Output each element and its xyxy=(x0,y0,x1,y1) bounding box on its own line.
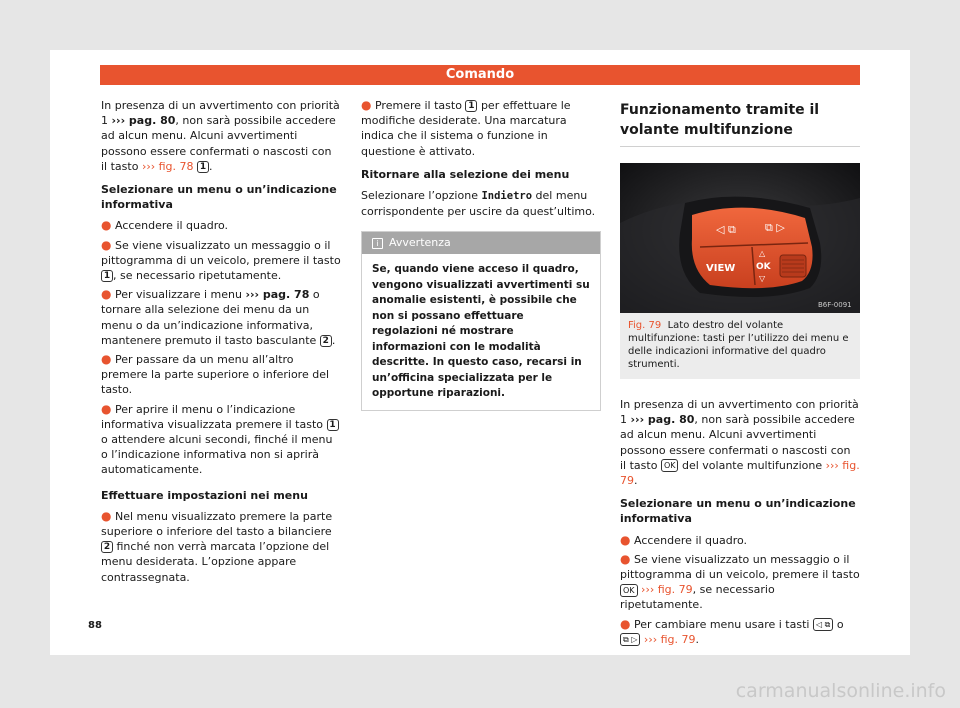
bullet-item: ● Per visualizzare i menu ››› pag. 78 o tornare alla selezione dei menu da un menu o da un’indicazione informativa, mantenere premuto il tasto basculante 2 . xyxy=(101,287,336,347)
figure-caption: Fig. 79 Lato destro del volante multifunzione: tasti per l’utilizzo dei menu e delle indicazioni informative del quadro strumenti. xyxy=(620,313,860,379)
fig-ref-link[interactable]: ››› fig. 78 xyxy=(141,159,194,173)
subheading-select-menu: Selezionare un menu o un’indicazione informativa xyxy=(620,497,856,526)
page-ref-link[interactable]: ››› pag. 80 xyxy=(111,114,176,128)
callout-1: 1 xyxy=(327,419,339,431)
bullet-item: ● Se viene visualizzato un messaggio o il pittogramma di un veicolo, premere il tasto OK ››› fig. 79, se necessario ripetutamente. xyxy=(620,551,860,612)
next-menu-icon: ⧉ ▷ xyxy=(620,633,640,646)
bullet-icon: ● xyxy=(620,532,631,547)
subheading-settings: Effettuare impostazioni nei menu xyxy=(101,488,308,502)
bullet-item: ● Per cambiare menu usare i tasti ◁ ⧉ o ⧉ ▷ ››› fig. 79. xyxy=(620,616,844,646)
warning-body: Se, quando viene acceso il quadro, vengono visualizzati avvertimenti su anomalie esistenti, è possibile che non si possano effettuare regolazioni né mostrare informazioni con le modalità descritte. In questo caso, recarsi in un’officina specializzata per le opportune riparazioni. xyxy=(372,263,590,400)
paragraph-return: Selezionare l’opzione Indietro del menu corrispondente per uscire da quest’ultimo. xyxy=(361,189,596,219)
steering-wheel-illustration xyxy=(620,163,860,313)
figure-label: Fig. 79 xyxy=(628,320,662,331)
paragraph-priority: In presenza di un avvertimento con priorità 1 ››› pag. 80, non sarà possibile accedere ad alcun menu. Alcuni avvertimenti possono essere confermati o nascosti con il tasto OK del volante multifunzione ››› fig. 79. xyxy=(620,398,860,488)
figure-code: B6F-0091 xyxy=(818,301,852,309)
ok-button-label: OK xyxy=(756,262,771,272)
fig-ref-link[interactable]: ››› fig. 79 xyxy=(643,632,696,646)
warning-header: i Avvertenza xyxy=(362,232,600,254)
subheading-return: Ritornare alla selezione dei menu xyxy=(361,167,570,181)
column-3 xyxy=(620,98,860,651)
section-title: Funzionamento tramite il volante multifunzione xyxy=(620,100,860,147)
bullet-icon: ● xyxy=(361,98,372,112)
ok-button-icon: OK xyxy=(620,584,638,597)
view-button-label: VIEW xyxy=(706,263,736,274)
bullet-icon: ● xyxy=(101,352,112,367)
bullet-icon: ● xyxy=(620,551,631,566)
bullet-icon: ● xyxy=(620,616,631,631)
bullet-icon: ● xyxy=(101,218,112,233)
next-menu-icon: ⧉ ▷ xyxy=(765,221,785,234)
ok-button-icon: OK xyxy=(661,459,679,472)
callout-2: 2 xyxy=(320,335,332,347)
bullet-icon: ● xyxy=(101,287,112,302)
down-arrow-icon: ▽ xyxy=(759,274,766,283)
warning-box xyxy=(361,231,601,411)
fig-ref-link[interactable]: ››› fig. 79 xyxy=(620,458,860,488)
subheading-select-menu: Selezionare un menu o un’indicazione informativa xyxy=(101,183,337,212)
fig-ref-link[interactable]: ››› fig. 79 xyxy=(641,583,693,597)
page-ref-link[interactable]: ››› pag. 78 xyxy=(245,288,310,302)
bullet-icon: ● xyxy=(101,508,112,523)
menu-option-text: Indietro xyxy=(481,190,533,203)
up-arrow-icon: △ xyxy=(759,249,766,258)
bullet-item: ● Se viene visualizzato un messaggio o il pittogramma di un veicolo, premere il tasto 1 , se necessario ripetutamente. xyxy=(101,237,341,283)
bullet-item: ● Accendere il quadro. xyxy=(101,218,229,233)
paragraph-priority: In presenza di un avvertimento con priorità 1 ››› pag. 80, non sarà possibile accedere ad alcun menu. Alcuni avvertimenti possono essere confermati o nascosti con il tasto ››› fig. 78 1 . xyxy=(101,99,340,173)
bullet-icon: ● xyxy=(101,237,112,252)
watermark: carmanualsonline.info xyxy=(735,680,946,702)
bullet-item: ● Premere il tasto 1 per effettuare le modifiche desiderate. Una marcatura indica che il sistema o funzione in questione è attivato. xyxy=(361,98,571,158)
info-icon: i xyxy=(372,238,383,249)
column-2 xyxy=(361,98,601,411)
page-ref-link[interactable]: ››› pag. 80 xyxy=(630,413,695,427)
steering-wheel-figure xyxy=(620,163,860,313)
page-number: 88 xyxy=(88,620,102,631)
prev-menu-icon: ◁ ⧉ xyxy=(716,223,736,236)
callout-1: 1 xyxy=(101,270,113,282)
callout-1: 1 xyxy=(465,100,477,112)
bullet-item: ● Nel menu visualizzato premere la parte superiore o inferiore del tasto a bilanciere 2 finché non verrà marcata l’opzione del menu desiderata. L’opzione appare contrassegnata. xyxy=(101,508,333,584)
bullet-item: ● Per aprire il menu o l’indicazione informativa visualizzata premere il tasto 1 o attendere alcuni secondi, finché il menu o l’indicazione informativa non si aprirà automaticamente. xyxy=(101,402,341,478)
callout-1: 1 xyxy=(197,161,209,173)
callout-2: 2 xyxy=(101,541,113,553)
section-header: Comando xyxy=(100,65,860,85)
prev-menu-icon: ◁ ⧉ xyxy=(813,618,833,631)
bullet-item: ● Accendere il quadro. xyxy=(620,532,748,547)
bullet-icon: ● xyxy=(101,401,112,416)
column-1 xyxy=(101,98,341,589)
bullet-item: ● Per passare da un menu all’altro premere la parte superiore o inferiore del tasto. xyxy=(101,352,330,397)
